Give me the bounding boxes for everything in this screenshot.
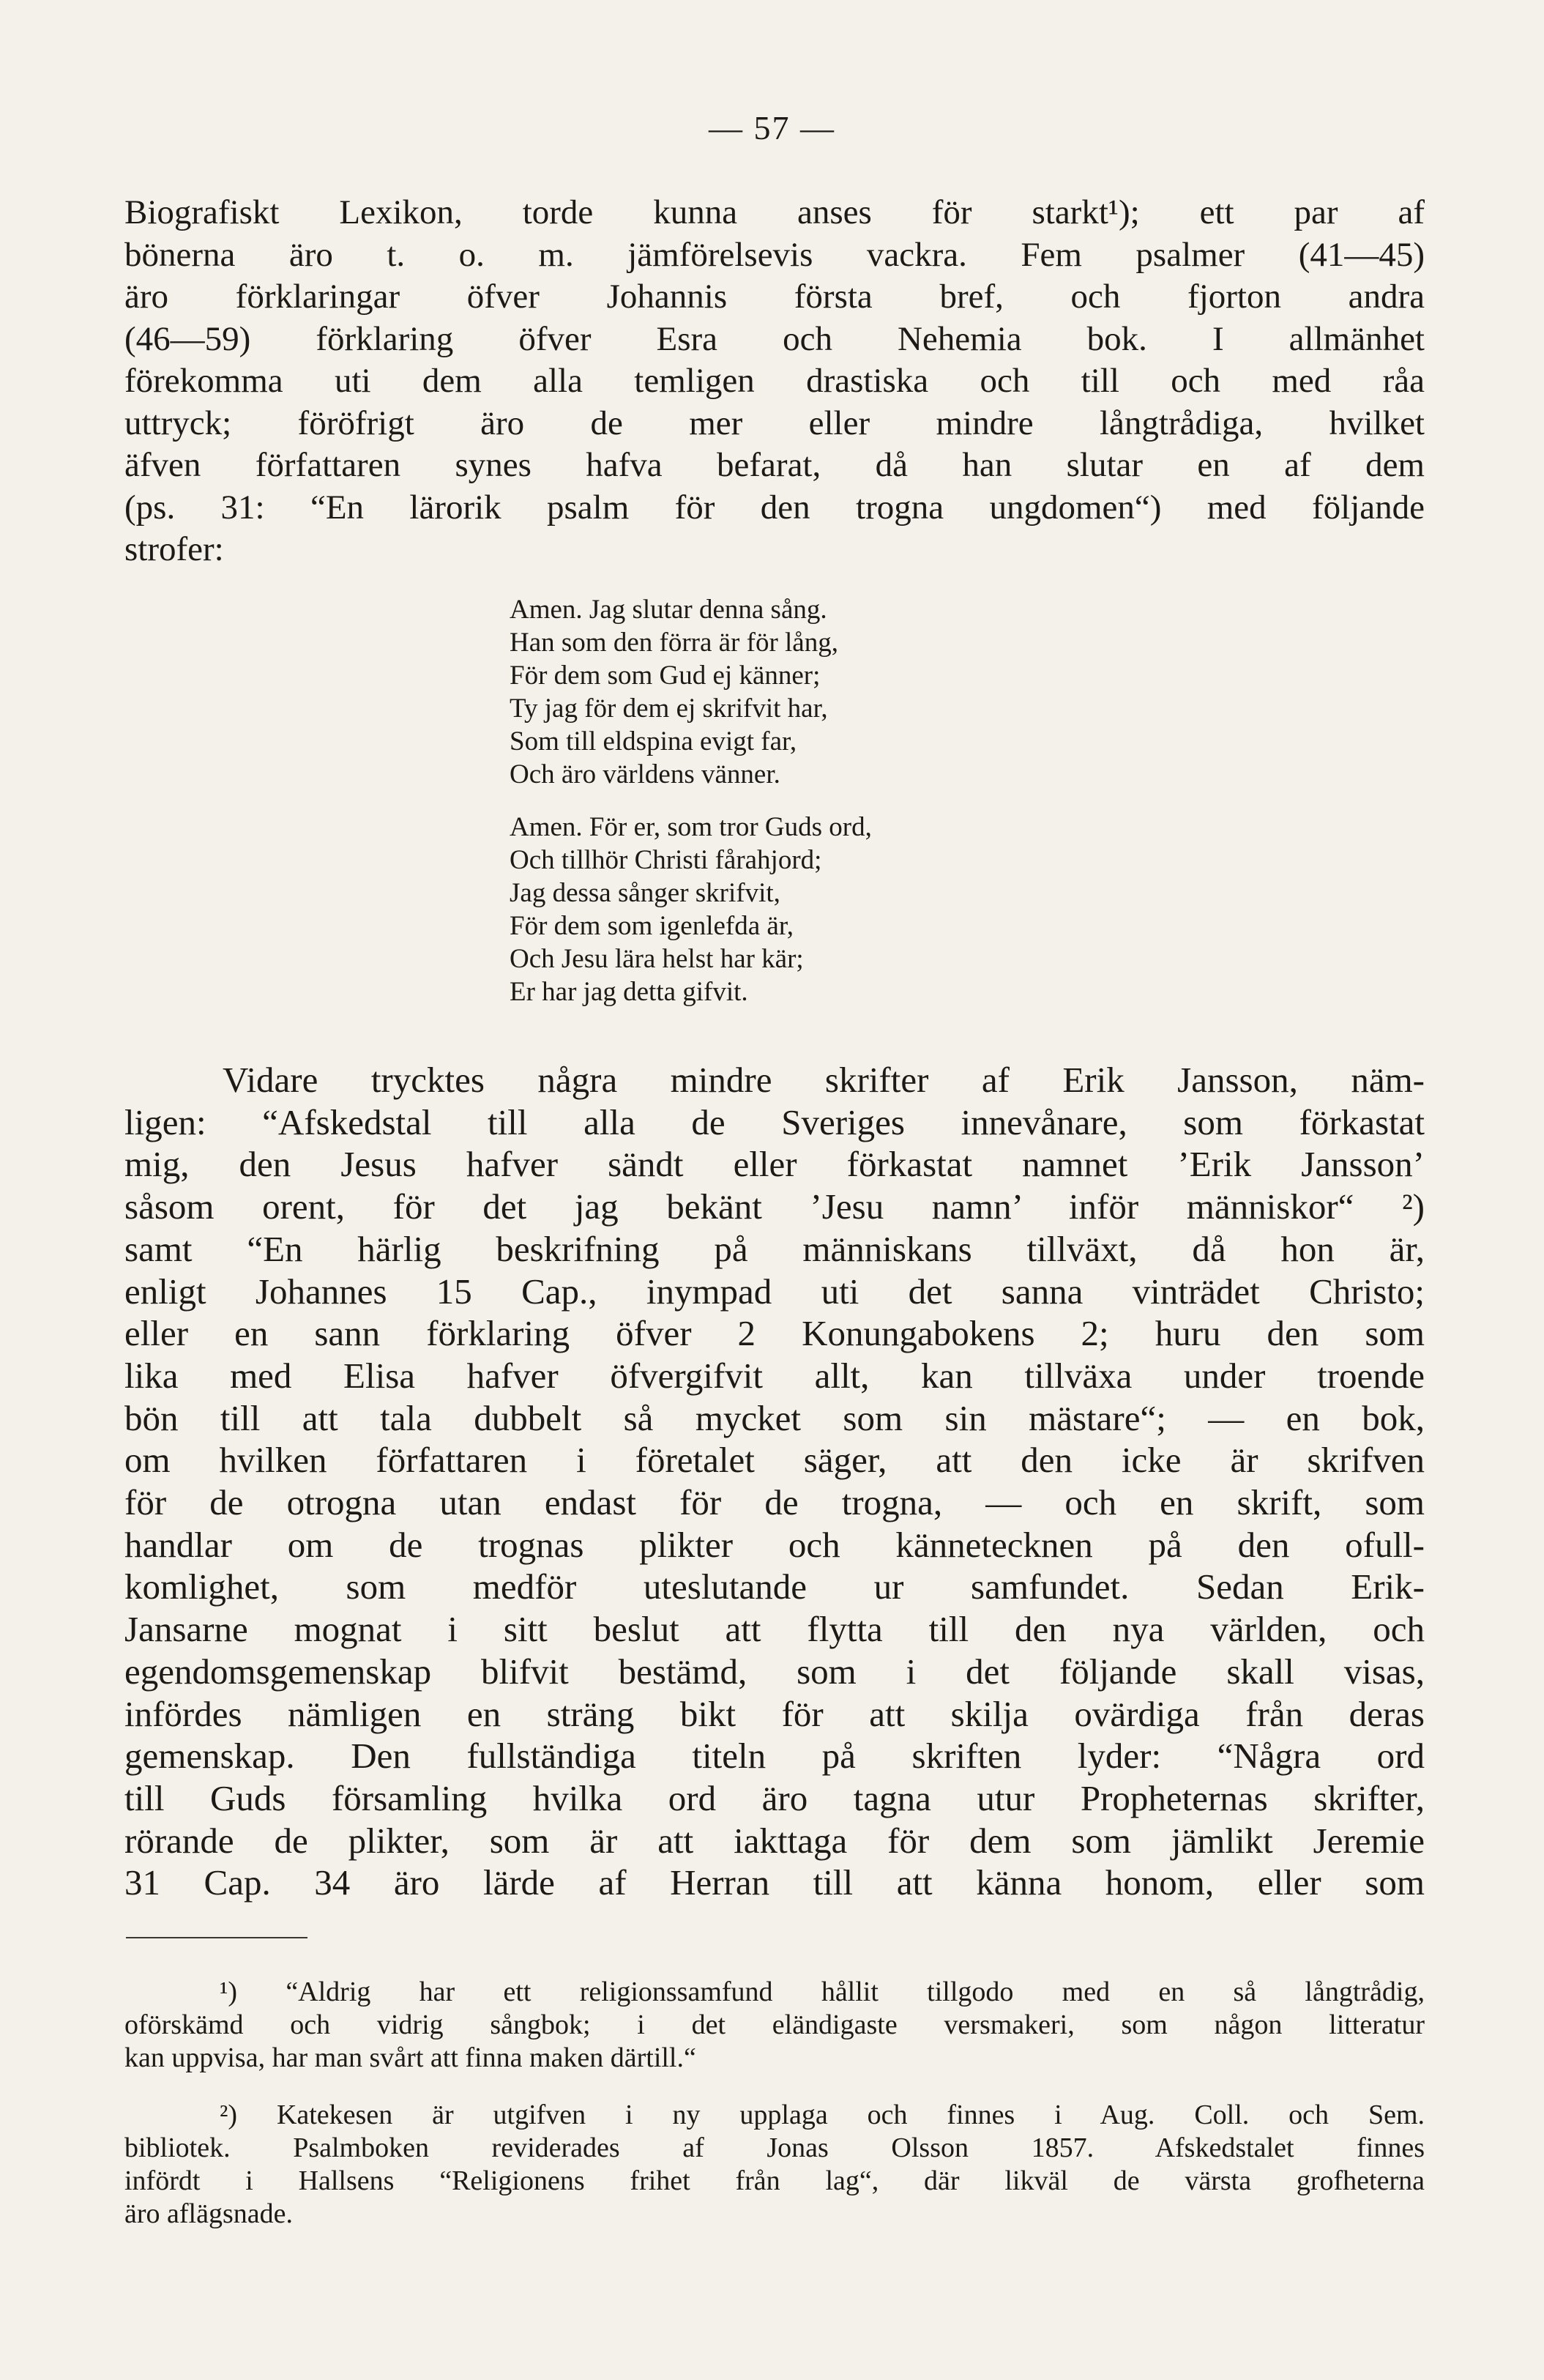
poem-line: Amen. För er, som tror Guds ord, (510, 812, 872, 842)
text-line: infördes nämligen en sträng bikt för att skilja ovärdiga från deras (124, 1693, 1425, 1734)
poem-line: Han som den förra är för lång, (510, 628, 838, 658)
text-line: bönerna äro t. o. m. jämförelsevis vackra. Fem psalmer (41—45) (124, 235, 1425, 274)
text-line: om hvilken författaren i företalet säger, att den icke är skrifven (124, 1440, 1425, 1481)
footnote-line: oförskämd och vidrig sångbok; i det eländigaste versmakeri, som någon litteratur (124, 2009, 1425, 2040)
poem-stanza-1 (510, 593, 838, 791)
text-line: äfven författaren synes hafva befarat, då han slutar en af dem (124, 446, 1425, 484)
poem-line: Och äro världens vänner. (510, 759, 780, 789)
poem-line: Som till eldspina evigt far, (510, 726, 797, 756)
intro-paragraph (124, 192, 1425, 571)
text-line: såsom orent, för det jag bekänt ’Jesu namn’ inför människor“ ²) (124, 1186, 1425, 1227)
text-line: för de otrogna utan endast för de trogna, — och en skrift, som (124, 1482, 1425, 1523)
text-line: eller en sann förklaring öfver 2 Konungabokens 2; huru den som (124, 1313, 1425, 1354)
text-line: komlighet, som medför uteslutande ur samfundet. Sedan Erik- (124, 1566, 1425, 1607)
footnote-line: ²) Katekesen är utgifven i ny upplaga och finnes i Aug. Coll. och Sem. (220, 2100, 1425, 2130)
text-line: enligt Johannes 15 Cap., inympad uti det sanna vinträdet Christo; (124, 1271, 1425, 1312)
text-line: till Guds församling hvilka ord äro tagna utur Propheternas skrifter, (124, 1777, 1425, 1818)
text-line: Jansarne mognat i sitt beslut att flytta till den nya världen, och (124, 1609, 1425, 1650)
footnote-divider (126, 1937, 307, 1938)
footnote-line: bibliotek. Psalmboken reviderades af Jonas Olsson 1857. Afskedstalet finnes (124, 2132, 1425, 2163)
footnote-line: äro aflägsnade. (124, 2198, 293, 2229)
poem-line: Ty jag för dem ej skrifvit har, (510, 693, 828, 724)
text-line: samt “En härlig beskrifning på människans tillväxt, då hon är, (124, 1228, 1425, 1269)
text-line: (46—59) förklaring öfver Esra och Nehemia bok. I allmänhet (124, 319, 1425, 358)
poem-line: Jag dessa sånger skrifvit, (510, 878, 780, 908)
footnote-line: infördt i Hallsens “Religionens frihet från lag“, där likväl de värsta grofheterna (124, 2165, 1425, 2196)
text-line: äro förklaringar öfver Johannis första bref, och fjorton andra (124, 278, 1425, 316)
text-line: bön till att tala dubbelt så mycket som sin mästare“; — en bok, (124, 1397, 1425, 1438)
poem-line: Amen. Jag slutar denna sång. (510, 595, 827, 625)
text-line: mig, den Jesus hafver sändt eller förkastat namnet ’Erik Jansson’ (124, 1144, 1425, 1185)
footnote-line: kan uppvisa, har man svårt att finna maken därtill.“ (124, 2042, 696, 2073)
text-line: uttryck; föröfrigt äro de mer eller mindre långtrådiga, hvilket (124, 404, 1425, 442)
text-line: egendomsgemenskap blifvit bestämd, som i det följande skall visas, (124, 1651, 1425, 1692)
poem-line: Och Jesu lära helst har kär; (510, 944, 804, 974)
text-line: Vidare trycktes några mindre skrifter af Erik Jansson, näm- (223, 1060, 1425, 1100)
text-line: lika med Elisa hafver öfvergifvit allt, kan tillväxa under troende (124, 1355, 1425, 1396)
text-line: gemenskap. Den fullständiga titeln på skriften lyder: “Några ord (124, 1736, 1425, 1777)
page-number: — 57 — (709, 109, 835, 146)
text-line: rörande de plikter, som är att iakttaga för dem som jämlikt Jeremie (124, 1820, 1425, 1861)
text-line: strofer: (124, 530, 224, 568)
poem-line: Er har jag detta gifvit. (510, 977, 748, 1007)
main-paragraph (124, 1059, 1425, 1904)
poem-line: Och tillhör Christi fårahjord; (510, 845, 822, 875)
poem-stanza-2 (510, 811, 872, 1008)
text-line: 31 Cap. 34 äro lärde af Herran till att känna honom, eller som (124, 1862, 1425, 1903)
footnote-2 (124, 2099, 1425, 2231)
footnote-1 (124, 1976, 1425, 2075)
text-line: handlar om de trognas plikter och kännetecknen på den ofull- (124, 1524, 1425, 1565)
poem-line: För dem som igenlefda är, (510, 911, 794, 941)
text-line: (ps. 31: “En lärorik psalm för den trogna ungdomen“) med följande (124, 488, 1425, 527)
text-line: Biografiskt Lexikon, torde kunna anses för starkt¹); ett par af (124, 193, 1425, 231)
text-line: förekomma uti dem alla temligen drastiska och till och med råa (124, 362, 1425, 400)
footnote-line: ¹) “Aldrig har ett religionssamfund hållit tillgodo med en så långtrådig, (220, 1976, 1425, 2007)
text-line: ligen: “Afskedstal till alla de Sveriges innevånare, som förkastat (124, 1101, 1425, 1142)
poem-line: För dem som Gud ej känner; (510, 661, 821, 691)
